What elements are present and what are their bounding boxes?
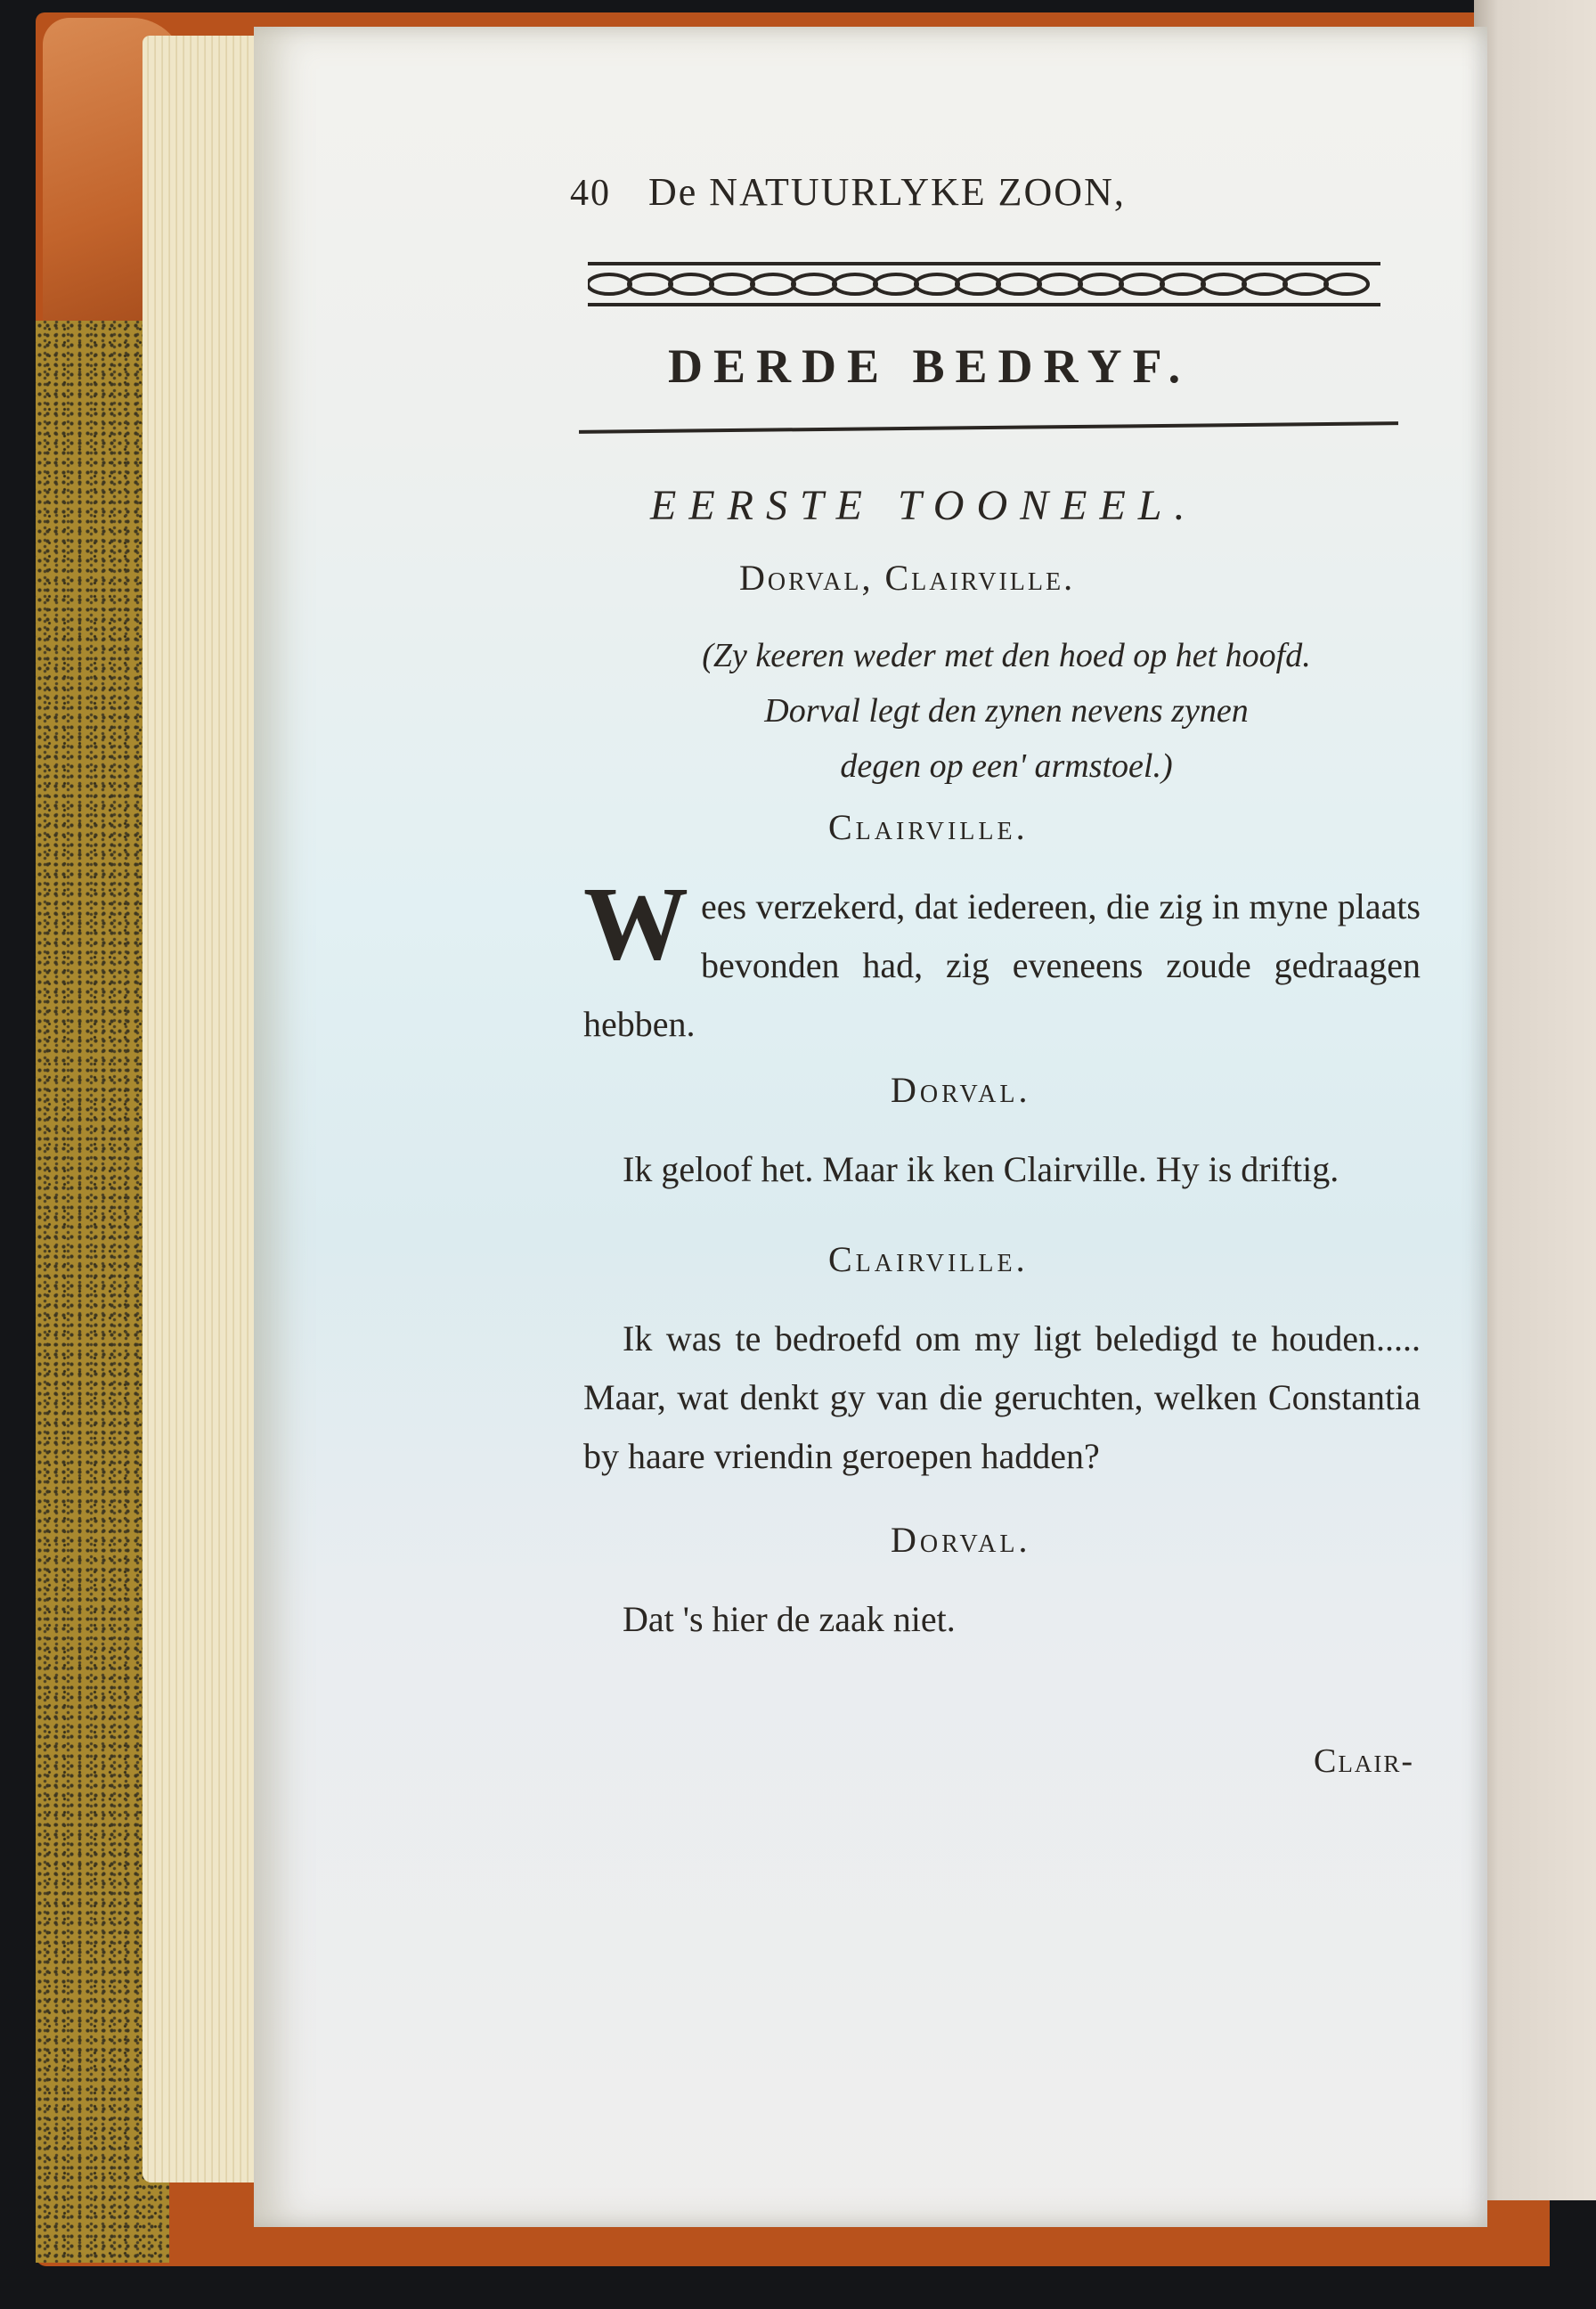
speech-text — [583, 865, 1421, 1054]
scene-persons: Dorval, Clairville. — [739, 558, 1076, 598]
ornament-link — [711, 274, 753, 294]
ornament-link — [916, 274, 958, 294]
page-number: 40 — [570, 173, 611, 214]
ornament-link — [875, 274, 917, 294]
speaker-name: Clairville. — [828, 807, 1029, 847]
speech-body: ees verzekerd, dat iedereen, die zig in myne plaats bevonden had, zig eveneens zoude gedraagen hebben. — [583, 886, 1421, 1044]
ornament-link — [1202, 274, 1245, 294]
ornament-link — [1038, 274, 1081, 294]
running-head-title: De NATUURLYKE ZOON, — [648, 170, 1126, 214]
speaker-name: Clairville. — [828, 1239, 1029, 1279]
speech-text: Dat 's hier de zaak niet. — [623, 1599, 956, 1639]
ornament-link — [793, 274, 835, 294]
ornament-link — [629, 274, 672, 294]
drop-capital: W — [583, 865, 688, 982]
speech-text: Ik geloof het. Maar ik ken Clairville. Hy is driftig. — [623, 1149, 1340, 1189]
ornament-link — [752, 274, 794, 294]
ornament-link — [834, 274, 876, 294]
scene-title: EERSTE TOONEEL. — [650, 482, 1198, 529]
stage-direction-line: (Zy keeren weder met den hoed op het hoofd. — [702, 637, 1311, 674]
ornament-link — [670, 274, 712, 294]
act-title: DERDE BEDRYF. — [668, 339, 1192, 393]
stage-direction-line: Dorval legt den zynen nevens zynen — [764, 692, 1249, 730]
ornament-link — [1079, 274, 1122, 294]
ornament-link — [1120, 274, 1163, 294]
speaker-name: Dorval. — [891, 1520, 1031, 1560]
stage-direction-line: degen op een' armstoel.) — [840, 747, 1173, 785]
running-head — [570, 169, 1126, 215]
ornament-link — [1284, 274, 1327, 294]
catchword: Clair- — [1314, 1742, 1414, 1780]
page-edges — [142, 36, 267, 2183]
ornament-link — [957, 274, 999, 294]
ornament-link — [1243, 274, 1286, 294]
stage-direction — [606, 628, 1407, 794]
speaker-name: Dorval. — [891, 1070, 1031, 1110]
facing-page-edge — [1474, 0, 1596, 2200]
ornament-link — [588, 274, 631, 294]
ornament-link — [998, 274, 1040, 294]
speech-text: Ik was te bedroefd om my ligt beledigd te houden..... Maar, wat denkt gy van die geruchten, welken Constantia by haare vriendin geroepen hadden? — [583, 1318, 1421, 1476]
ornament-link — [1325, 274, 1368, 294]
ornament-link — [1161, 274, 1204, 294]
ornament-band — [588, 258, 1380, 310]
